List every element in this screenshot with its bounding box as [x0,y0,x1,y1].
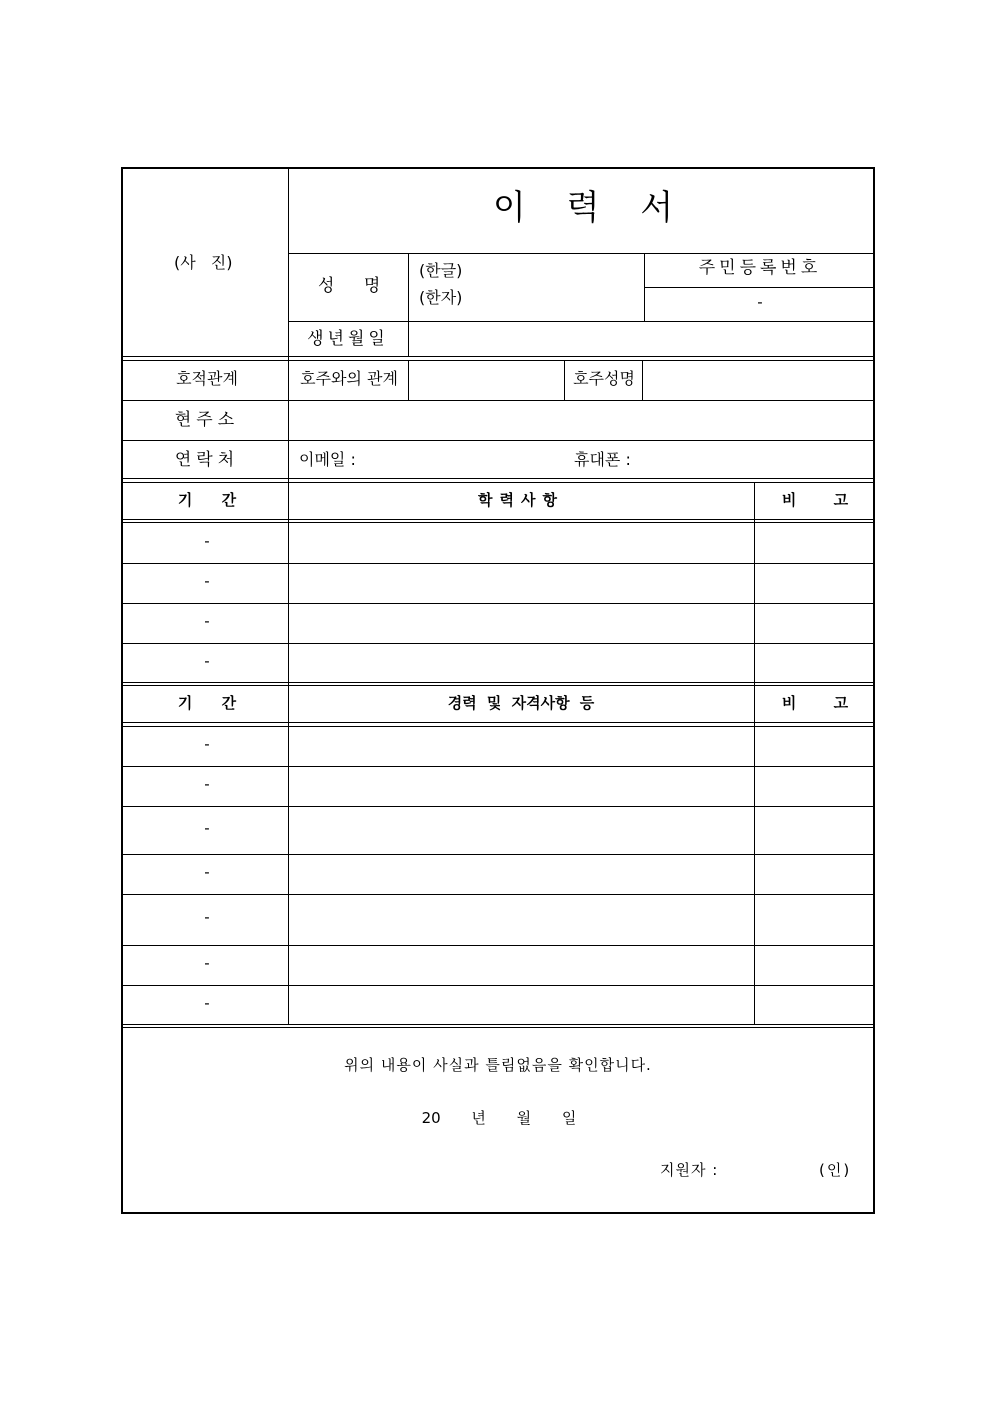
education-remarks-header: 비 고 [781,491,849,509]
divider [123,806,873,807]
career-row-period: - [204,735,210,753]
name-korean-label: (한글) [419,261,463,280]
education-row-period: - [204,572,210,590]
declaration-date: 20 년 월 일 [421,1109,577,1127]
head-name-label: 호주성명 [573,369,635,388]
career-row-period: - [204,908,210,926]
divider [123,685,873,686]
education-row-period: - [204,652,210,670]
divider [123,682,873,683]
divider [123,985,873,986]
divider [642,360,643,400]
education-content-header: 학력사항 [478,491,564,509]
resident-number-dash: - [757,293,763,311]
career-row-period: - [204,954,210,972]
resume-form [121,167,875,1214]
divider [123,766,873,767]
divider [123,722,873,723]
career-row-period: - [204,819,210,837]
divider [408,253,409,321]
education-row-period: - [204,532,210,550]
career-content-header: 경력 및 자격사항 등 [447,694,595,712]
career-remarks-header: 비 고 [781,694,849,712]
divider [408,360,409,400]
divider [754,482,755,1025]
career-period-header: 기 간 [177,694,237,712]
divider [123,603,873,604]
divider [123,854,873,855]
divider [123,563,873,564]
career-row-period: - [204,994,210,1012]
declaration-statement: 위의 내용이 사실과 틀림없음을 확인합니다. [344,1056,652,1074]
divider [123,894,873,895]
birthdate-label: 생년월일 [307,329,389,349]
divider [123,1024,873,1025]
photo-placeholder: (사 진) [174,253,233,272]
education-period-header: 기 간 [177,491,237,509]
applicant-label: 지원자 : [660,1161,719,1179]
seal-label: (인) [819,1161,852,1179]
name-hanja-label: (한자) [419,288,463,307]
divider [123,356,873,357]
resident-number-label: 주민등록번호 [698,258,822,278]
contact-label: 연락처 [174,450,240,470]
family-register-label: 호적관계 [176,369,238,388]
divider [644,287,873,288]
divider [123,945,873,946]
divider [288,321,873,322]
divider [288,253,873,254]
divider [123,519,873,520]
divider [123,522,873,523]
page-title: 이 력 서 [492,188,674,228]
divider [123,478,873,479]
divider [564,360,565,400]
divider [288,169,289,1024]
email-label: 이메일 : [299,450,356,469]
education-row-period: - [204,612,210,630]
career-row-period: - [204,863,210,881]
divider [123,482,873,483]
divider [123,400,873,401]
divider [123,643,873,644]
phone-label: 휴대폰 : [574,450,631,469]
divider [123,440,873,441]
address-label: 현주소 [174,410,240,430]
divider [123,726,873,727]
career-row-period: - [204,775,210,793]
relation-label: 호주와의 관계 [300,369,398,388]
divider [408,321,409,357]
name-label: 성 명 [318,276,381,296]
divider [123,360,873,361]
divider [123,1027,873,1028]
